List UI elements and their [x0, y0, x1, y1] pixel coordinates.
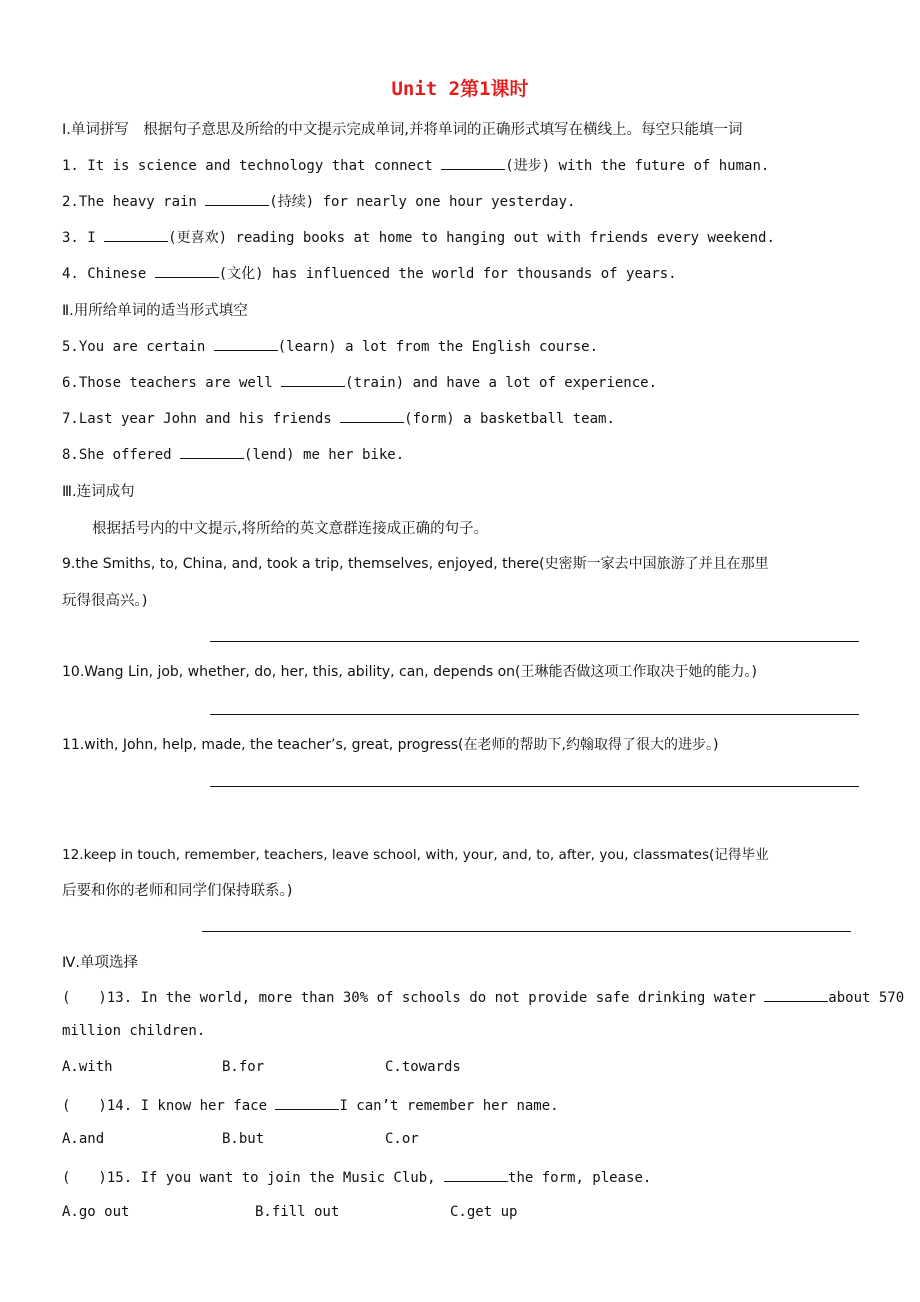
q15-option-a[interactable]: A.go out	[62, 1204, 130, 1220]
question-10: 10.Wang Lin, job, whether, do, her, this, ability, can, depends on(王琳能否做这项工作取决于她的能力。)	[62, 664, 757, 680]
q5-text-before: 5.You are certain	[62, 339, 214, 355]
question-4	[62, 263, 677, 283]
question-12-line1: 12.keep in touch, remember, teachers, leave school, with, your, and, to, after, you, classmates(记得毕业	[62, 847, 769, 863]
q2-text-after: (持续) for nearly one hour yesterday.	[269, 194, 576, 210]
q13-text-before: ( )13. In the world, more than 30% of schools do not provide safe drinking water	[62, 990, 765, 1006]
q8-text-before: 8.She offered	[62, 447, 181, 463]
question-9-line2: 玩得很高兴。)	[62, 593, 148, 609]
q12-answer-line[interactable]	[202, 931, 851, 932]
section1-heading: Ⅰ.单词拼写 根据句子意思及所给的中文提示完成单词,并将单词的正确形式填写在横线上。每空只能填一词	[62, 122, 743, 138]
q15-option-c[interactable]: C.get up	[450, 1204, 518, 1220]
q14-option-a[interactable]: A.and	[62, 1131, 105, 1147]
q14-option-b[interactable]: B.but	[222, 1131, 265, 1147]
q6-blank[interactable]	[281, 372, 345, 387]
q6-text-before: 6.Those teachers are well	[62, 375, 282, 391]
q15-text-before: ( )15. If you want to join the Music Club,	[62, 1170, 445, 1186]
q2-text-before: 2.The heavy rain	[62, 194, 206, 210]
q13-option-c[interactable]: C.towards	[385, 1059, 461, 1075]
q7-blank[interactable]	[340, 408, 404, 423]
section2-heading: Ⅱ.用所给单词的适当形式填空	[62, 303, 248, 319]
q5-text-after: (learn) a lot from the English course.	[277, 339, 599, 355]
q14-blank[interactable]	[275, 1095, 339, 1110]
q4-blank[interactable]	[155, 263, 219, 278]
q8-blank[interactable]	[180, 444, 244, 459]
q1-blank[interactable]	[441, 155, 505, 170]
page-title: Unit 2第1课时	[391, 78, 529, 100]
q9-answer-line[interactable]	[210, 641, 859, 642]
q15-text-after: the form, please.	[508, 1170, 652, 1186]
q14-text-before: ( )14. I know her face	[62, 1098, 276, 1114]
question-7	[62, 408, 615, 427]
question-6	[62, 372, 657, 391]
question-9-line1: 9.the Smiths, to, China, and, took a trip, themselves, enjoyed, there(史密斯一家去中国旅游了并且在那里	[62, 556, 769, 572]
question-3	[62, 227, 775, 247]
q3-text-after: (更喜欢) reading books at home to hanging out with friends every weekend.	[168, 230, 775, 246]
q6-text-after: (train) and have a lot of experience.	[345, 375, 658, 391]
question-2	[62, 191, 575, 211]
q5-blank[interactable]	[214, 336, 278, 351]
q1-text-before: 1. It is science and technology that connect	[62, 158, 442, 174]
q11-answer-line[interactable]	[210, 786, 859, 787]
q7-text-after: (form) a basketball team.	[404, 411, 615, 427]
q1-text-after: (进步) with the future of human.	[505, 158, 770, 174]
question-5	[62, 336, 598, 355]
q15-option-b[interactable]: B.fill out	[255, 1204, 340, 1220]
question-15	[62, 1167, 651, 1187]
question-11: 11.with, John, help, made, the teacher’s, great, progress(在老师的帮助下,约翰取得了很大的进步。)	[62, 737, 719, 753]
q10-answer-line[interactable]	[210, 714, 859, 715]
question-13	[62, 987, 904, 1007]
question-13-line2: million children.	[62, 1023, 206, 1039]
q13-option-b[interactable]: B.for	[222, 1059, 265, 1075]
section3-heading: Ⅲ.连词成句	[62, 484, 135, 500]
q8-text-after: (lend) me her bike.	[244, 447, 405, 463]
question-12-line2: 后要和你的老师和同学们保持联系。)	[62, 883, 293, 899]
q13-text-after: about 570	[828, 990, 905, 1006]
q4-text-after: (文化) has influenced the world for thousands of years.	[218, 266, 677, 282]
q3-text-before: 3. I	[62, 230, 105, 246]
q2-blank[interactable]	[205, 191, 269, 206]
q14-text-after: I can’t remember her name.	[339, 1098, 559, 1114]
q13-blank[interactable]	[764, 987, 828, 1002]
section3-instruction: 根据括号内的中文提示,将所给的英文意群连接成正确的句子。	[92, 521, 489, 537]
q7-text-before: 7.Last year John and his friends	[62, 411, 341, 427]
q13-option-a[interactable]: A.with	[62, 1059, 113, 1075]
question-8	[62, 444, 404, 463]
q4-text-before: 4. Chinese	[62, 266, 155, 282]
q14-option-c[interactable]: C.or	[385, 1131, 419, 1147]
q15-blank[interactable]	[444, 1167, 508, 1182]
question-1	[62, 155, 769, 175]
question-14	[62, 1095, 559, 1115]
q3-blank[interactable]	[104, 227, 168, 242]
section4-heading: Ⅳ.单项选择	[62, 955, 138, 971]
